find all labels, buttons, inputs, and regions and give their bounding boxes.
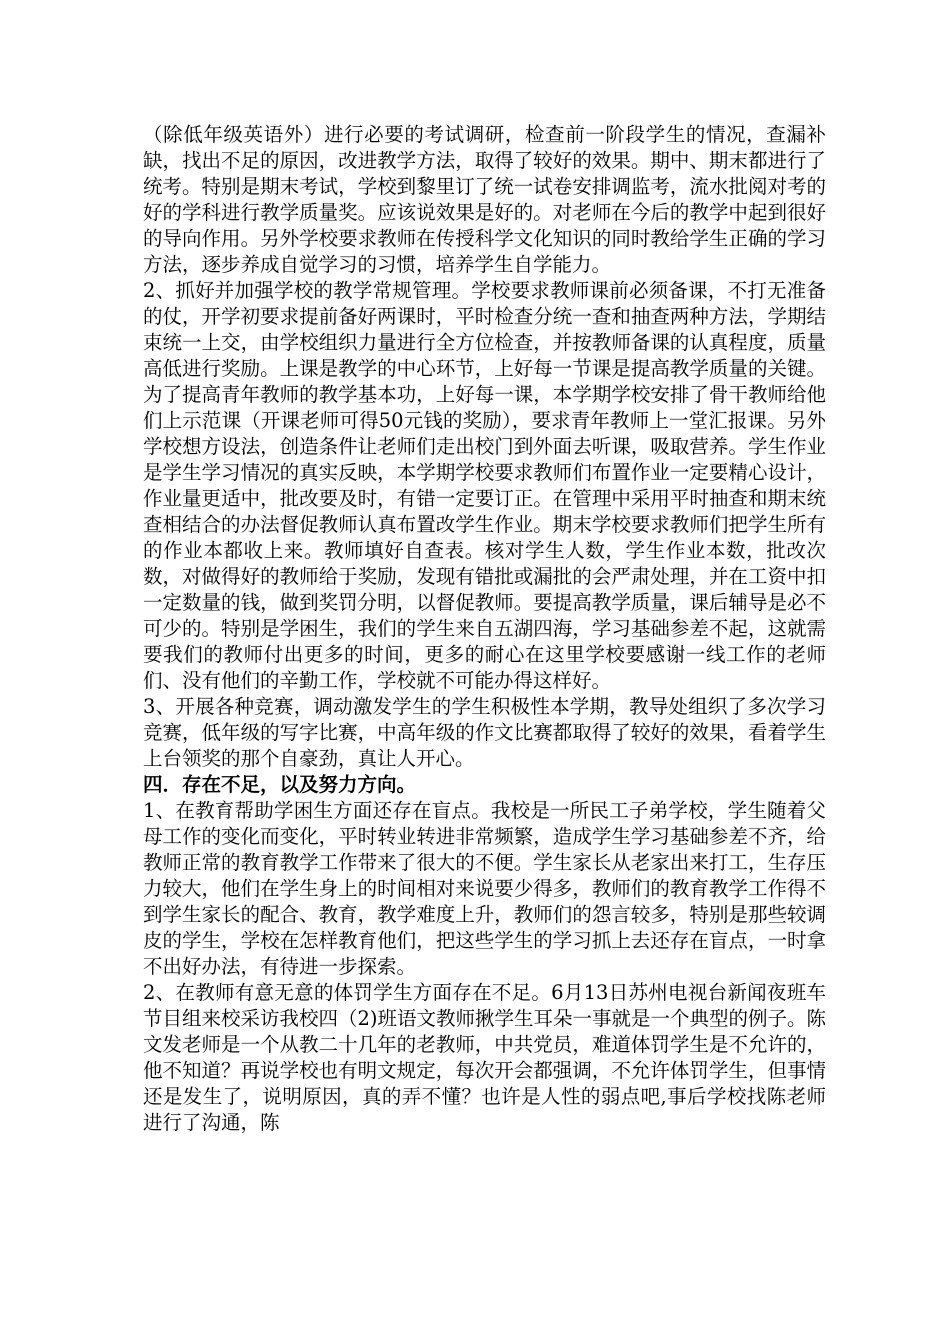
section-heading-shortcomings: 四．存在不足，以及努力方向。 [143, 773, 417, 796]
document-page [143, 122, 826, 1136]
paragraph-exam-research: （除低年级英语外）进行必要的考试调研，检查前一阶段学生的情况，查漏补缺，找出不足的原因，改进教学方法，取得了较好的效果。期中、期末都进行了统考。特别是期末考试，学校到黎里订了统一试卷安排调监考，流水批阅对考的好的学科进行教学质量奖。应该说效果是好的。对老师在今后的教学中起到很好的导向作用。另外学校要求教师在传授科学文化知识的同时教给学生正确的学习方法，逐步养成自觉学习的习惯，培养学生自学能力。 [143, 123, 826, 276]
paragraph-teaching-routine: 2、抓好并加强学校的教学常规管理。学校要求教师课前必须备课，不打无准备的仗，开学初要求提前备好两课时，平时检查分统一查和抽查两种方法，学期结束统一上交，由学校组织力量进行全方位检查，并按教师备课的认真程度，质量高低进行奖励。上课是教学的中心环节，上好每一节课是提高教学质量的关键。为了提高青年教师的教学基本功，上好每一课，本学期学校安排了骨干教师给他们上示范课（开课老师可得50元钱的奖励），要求青年教师上一堂汇报课。另外学校想方设法，创造条件让老师们走出校门到外面去听课，吸取营养。学生作业是学生学习情况的真实反映，本学期学校要求教师们布置作业一定要精心设计，作业量更适中，批改要及时，有错一定要订正。在管理中采用平时抽查和期末统查相结合的办法督促教师认真布置改学生作业。期末学校要求教师们把学生所有的作业本都收上来。教师填好自查表。核对学生人数，学生作业本数，批改次数，对做得好的教师给于奖励，发现有错批或漏批的会严肃处理，并在工资中扣一定数量的钱，做到奖罚分明，以督促教师。要提高教学质量，课后辅导是必不可少的。特别是学困生，我们的学生来自五湖四海，学习基础参差不起，这就需要我们的教师付出更多的时间，更多的耐心在这里学校要感谢一线工作的老师们、没有他们的辛勤工作，学校就不可能办得这样好。 [143, 279, 826, 692]
paragraph-corporal-punishment: 2、在教师有意无意的体罚学生方面存在不足。6月13日苏州电视台新闻夜班车节目组来校采访我校四（2)班语文教师揪学生耳朵一事就是一个典型的例子。陈文发老师是一个从教二十几年的老教师，中共党员，难道体罚学生是不允许的，他不知道？再说学校也有明文规定，每次开会都强调，不允许体罚学生，但事情还是发生了，说明原因，真的弄不懂？也许是人性的弱点吧,事后学校找陈老师进行了沟通，陈 [143, 981, 827, 1134]
paragraph-struggling-students: 1、在教育帮助学困生方面还存在盲点。我校是一所民工子弟学校，学生随着父母工作的变化而变化，平时转业转进非常频繁，造成学生学习基础参差不齐，给教师正常的教育教学工作带来了很大的不便。学生家长从老家出来打工，生存压力较大，他们在学生身上的时间相对来说要少得多，教师们的教育教学工作得不到学生家长的配合、教育，教学难度上升，教师们的怨言较多，特别是那些较调皮的学生，学校在怎样教育他们，把这些学生的学习抓上去还存在盲点，一时拿不出好办法，有待进一步探索。 [143, 799, 826, 978]
paragraph-competitions: 3、开展各种竞赛，调动激发学生的学生积极性本学期，教导处组织了多次学习竞赛，低年级的写字比赛，中高年级的作文比赛都取得了较好的效果，看着学生上台领奖的那个自豪劲，真让人开心。 [143, 695, 826, 770]
